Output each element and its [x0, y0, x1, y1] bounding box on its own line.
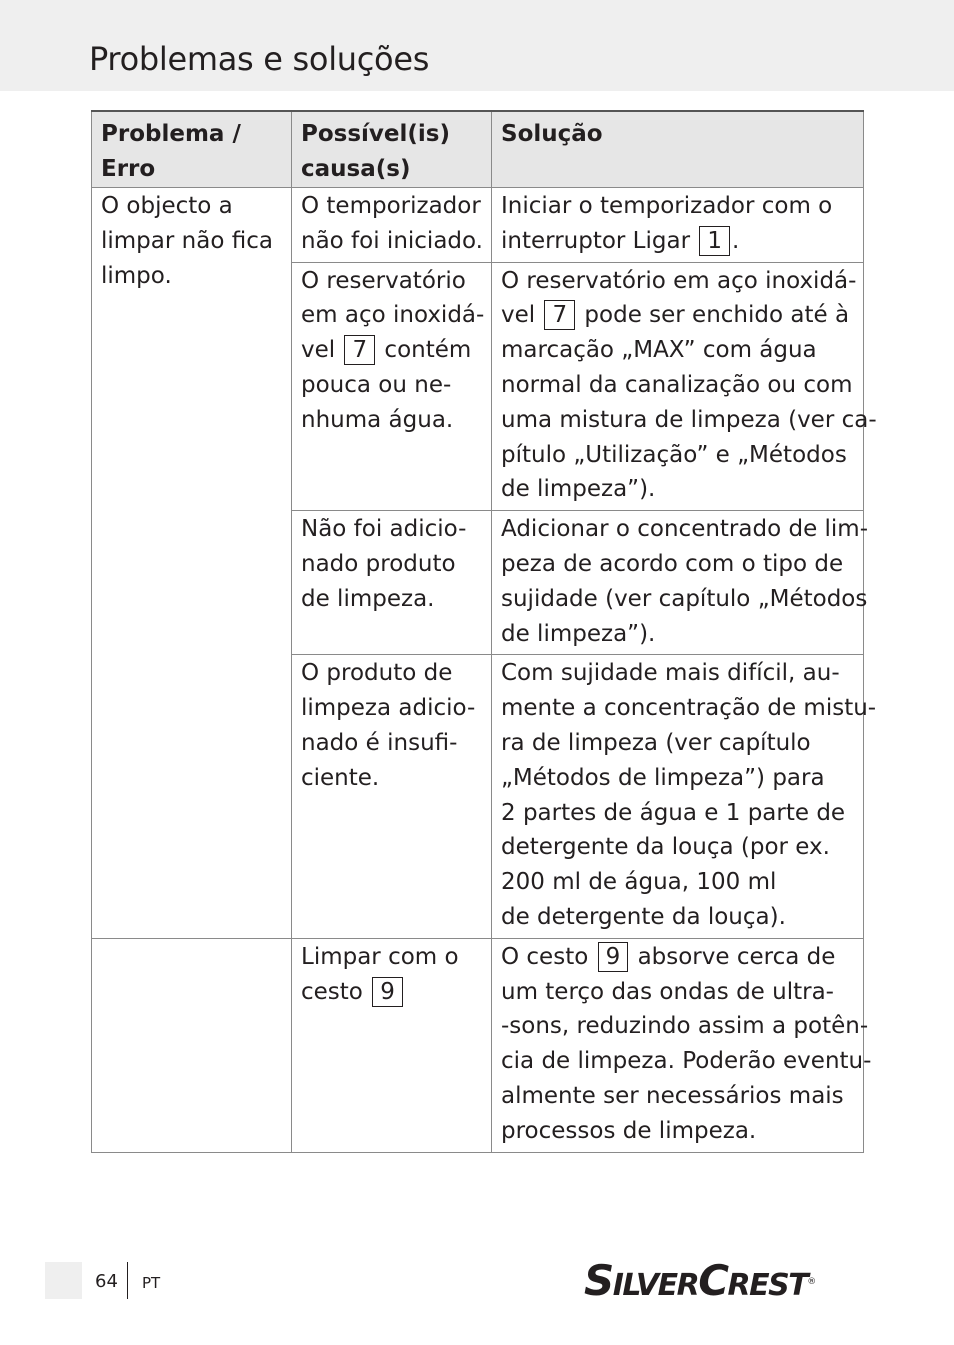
page-number: 64: [95, 1271, 118, 1292]
cause-cell: O temporizador não foi iniciado.: [292, 188, 492, 263]
title-bar: [0, 0, 954, 91]
part-reference-badge: 9: [598, 942, 629, 972]
table-row: [92, 188, 864, 263]
header-causes: Possível(is) causa(s): [292, 111, 492, 188]
part-reference-badge: 7: [344, 335, 375, 365]
table-header-row: [92, 111, 864, 188]
part-reference-badge: 9: [372, 977, 403, 1007]
problem-cell: O objecto a limpar não fica limpo.: [92, 188, 292, 939]
solution-cell: Iniciar o temporizador com o interruptor Ligar 1 .: [492, 188, 864, 263]
cause-cell: Limpar com o cesto 9: [292, 938, 492, 1152]
cause-cell: O produto de limpeza adicio- nado é insufi- ciente.: [292, 655, 492, 938]
solution-cell: O cesto 9 absorve cerca de um terço das ondas de ultra- -sons, reduzindo assim a potên- cia de limpeza. Poderão eventu- almente ser necessários mais processos de limpeza.: [492, 938, 864, 1152]
problem-cell: [92, 938, 292, 1152]
cause-cell: O reservatório em aço inoxidá- vel 7 contém pouca ou ne- nhuma água.: [292, 262, 492, 511]
page-title: Problemas e soluções: [89, 40, 430, 78]
header-problem: Problema / Erro: [92, 111, 292, 188]
part-reference-badge: 1: [699, 226, 730, 256]
troubleshooting-table: [91, 110, 877, 1153]
footer-marker: [45, 1262, 82, 1299]
header-solution: Solução: [492, 111, 864, 188]
part-reference-badge: 7: [544, 300, 575, 330]
cause-cell: Não foi adicio- nado produto de limpeza.: [292, 511, 492, 655]
brand-logo: SILVERCREST®: [584, 1256, 817, 1305]
footer-divider: [127, 1262, 128, 1299]
language-code: PT: [142, 1274, 161, 1292]
solution-cell: Adicionar o concentrado de lim- peza de acordo com o tipo de sujidade (ver capítulo „Métodos de limpeza”).: [492, 511, 864, 655]
solution-cell: Com sujidade mais difícil, au- mente a concentração de mistu- ra de limpeza (ver capítulo „Métodos de limpeza”) para 2 partes de água e 1 parte de detergente da louça (por ex. 200 ml de água, 100 ml de detergente da louça).: [492, 655, 864, 938]
solution-cell: O reservatório em aço inoxidá- vel 7 pode ser enchido até à marcação „MAX” com água normal da canalização ou com uma mistura de limpeza (ver ca- pítulo „Utilização” e „Métodos de limpeza”).: [492, 262, 864, 511]
table-row: [92, 938, 864, 1152]
